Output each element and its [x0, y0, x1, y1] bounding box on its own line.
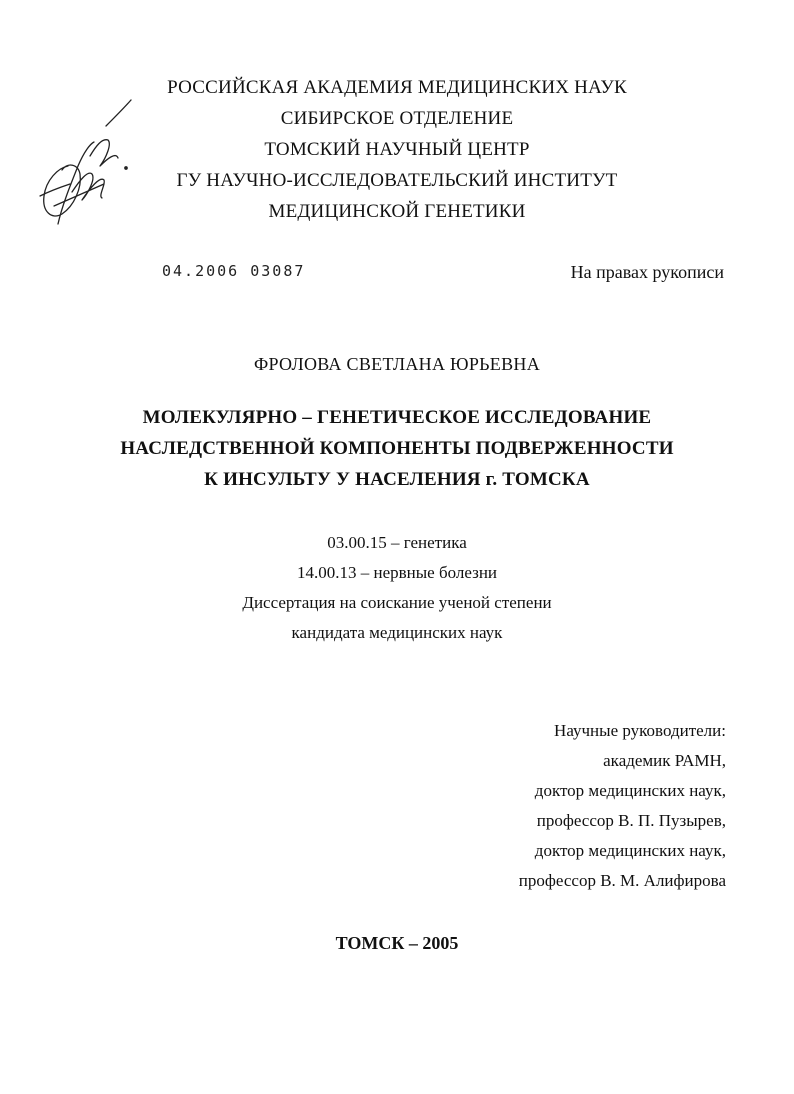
degree-name: кандидата медицинских наук — [291, 623, 503, 642]
supervisor-line: академик РАМН, — [603, 751, 726, 770]
place-and-year: ТОМСК – 2005 — [335, 933, 459, 953]
supervisors-heading: Научные руководители: — [554, 721, 726, 740]
supervisor-line: доктор медицинских наук, — [534, 841, 726, 860]
title-line: К ИНСУЛЬТУ У НАСЕЛЕНИЯ г. ТОМСКА — [204, 469, 590, 490]
supervisor-line: профессор В. М. Алифирова — [518, 871, 726, 890]
handwritten-signature — [28, 96, 143, 236]
degree-statement: Диссертация на соискание ученой степени — [242, 593, 552, 612]
dissertation-title — [0, 402, 794, 495]
specialty-block — [0, 528, 794, 648]
supervisor-line: доктор медицинских наук, — [534, 781, 726, 800]
rights-note: На правах рукописи — [570, 262, 724, 282]
specialty-code-neurology: 14.00.13 – нервные болезни — [296, 563, 498, 582]
organization-line: СИБИРСКОЕ ОТДЕЛЕНИЕ — [280, 108, 514, 129]
title-line: МОЛЕКУЛЯРНО – ГЕНЕТИЧЕСКОЕ ИССЛЕДОВАНИЕ — [142, 407, 652, 428]
supervisor-line: профессор В. П. Пузырев, — [536, 811, 726, 830]
archive-stamp-number: 04.2006 03087 — [162, 262, 306, 280]
organization-line: РОССИЙСКАЯ АКАДЕМИЯ МЕДИЦИНСКИХ НАУК — [167, 77, 627, 98]
title-line: НАСЛЕДСТВЕННОЙ КОМПОНЕНТЫ ПОДВЕРЖЕННОСТИ — [120, 438, 674, 459]
organization-line: ТОМСКИЙ НАУЧНЫЙ ЦЕНТР — [264, 139, 530, 160]
author-name: ФРОЛОВА СВЕТЛАНА ЮРЬЕВНА — [254, 354, 540, 374]
organization-line: ГУ НАУЧНО-ИССЛЕДОВАТЕЛЬСКИЙ ИНСТИТУТ — [176, 170, 618, 191]
supervisors-block — [519, 716, 726, 896]
specialty-code-genetics: 03.00.15 – генетика — [327, 533, 467, 552]
organization-line: МЕДИЦИНСКОЙ ГЕНЕТИКИ — [268, 201, 526, 222]
